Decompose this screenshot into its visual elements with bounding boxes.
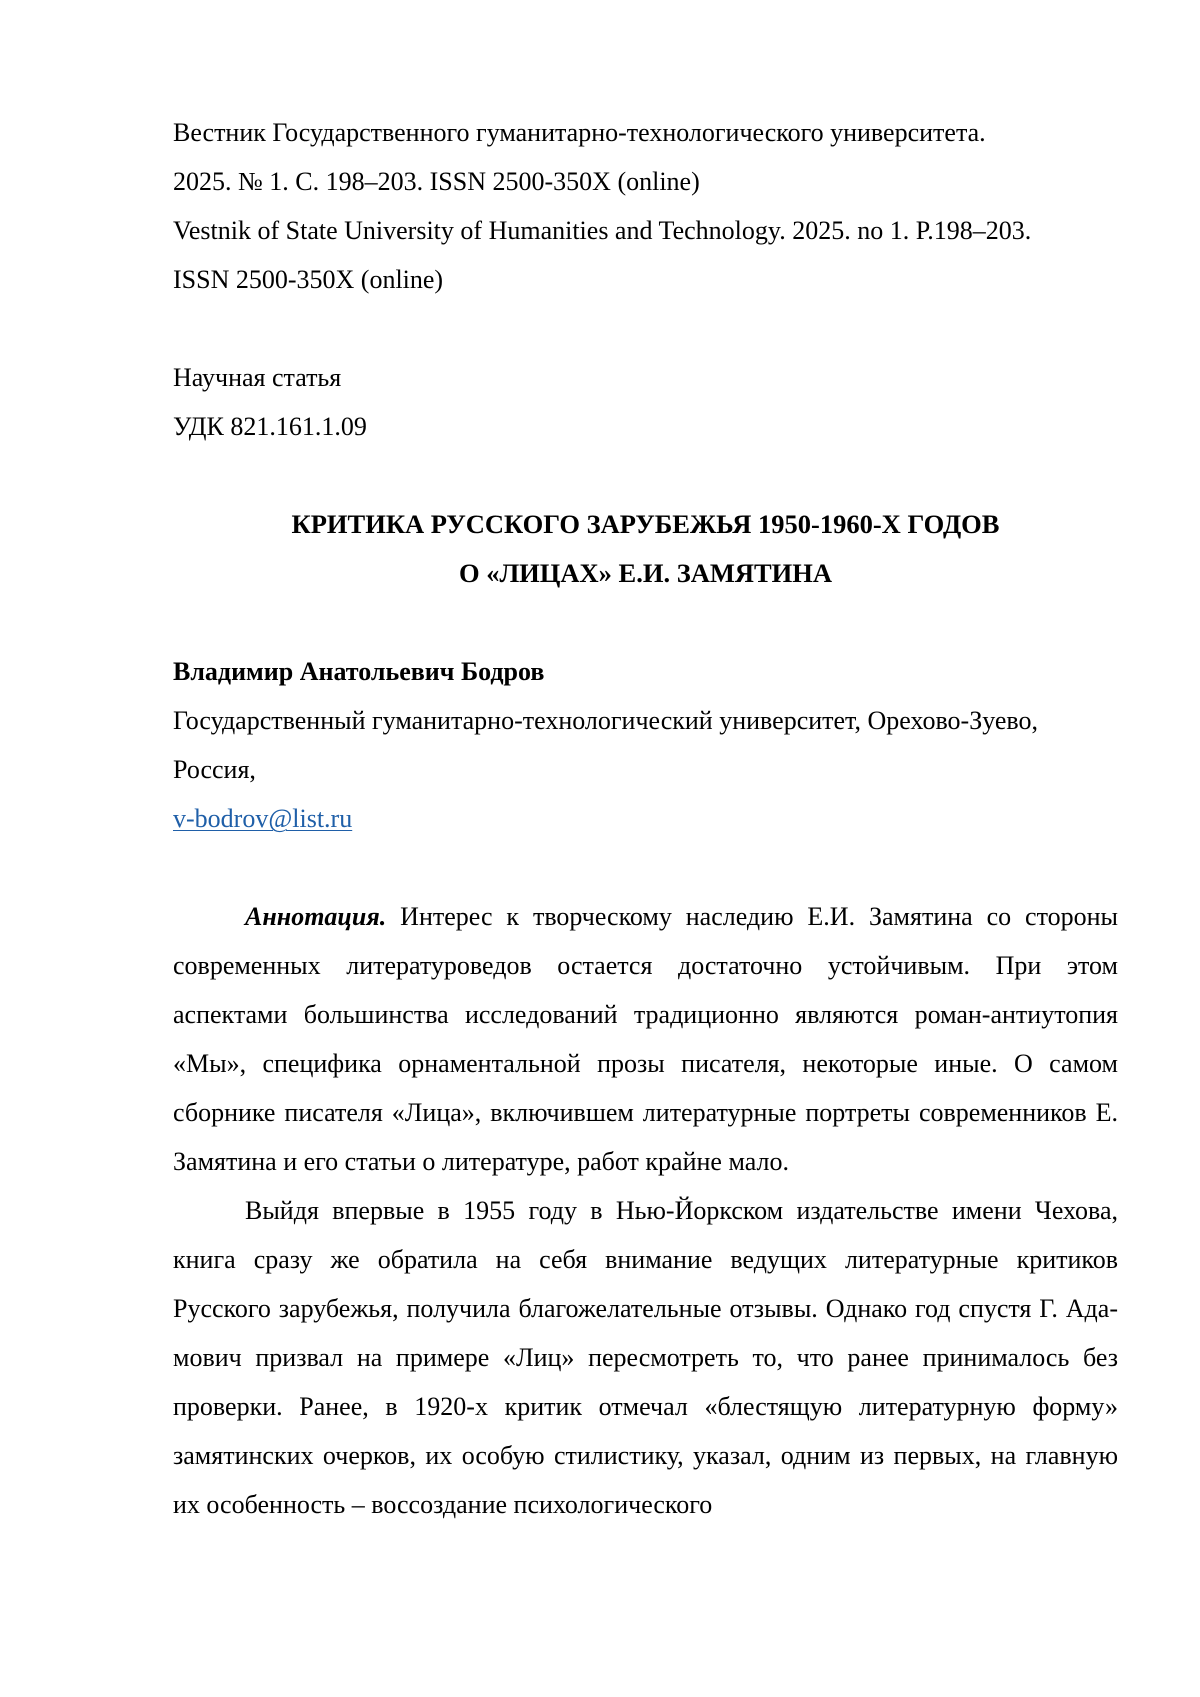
spacer (173, 843, 1118, 892)
citation-russian-line-2: 2025. № 1. С. 198–203. ISSN 2500-350X (online) (173, 167, 700, 196)
spacer (173, 598, 1118, 647)
abstract-paragraph-1 (173, 892, 1118, 1186)
article-title-line-1: КРИТИКА РУССКОГО ЗАРУБЕЖЬЯ 1950-1960-Х ГОДОВ (291, 509, 1000, 539)
spacer (173, 304, 1118, 353)
abstract-block (173, 892, 1118, 1529)
abstract-label: Аннотация. (245, 902, 387, 931)
author-email-link[interactable]: v-bodrov@list.ru (173, 804, 353, 833)
author-name: Владимир Анатольевич Бодров (173, 657, 545, 686)
article-title-line-2: О «ЛИЦАХ» Е.И. ЗАМЯТИНА (458, 558, 833, 588)
abstract-text-1: Интерес к творческому наследию Е.И. Замятина со стороны современных литературоведов остается достаточно устойчивым. При этом аспектами большинства исследований традиционно являются роман-антиутопия «Мы», специфика орнаментальной прозы писателя, некоторые иные. О самом сборнике писателя «Лица», включившем литературные портреты современников Е. Замятина и его статьи о литературе, работ крайне мало. (173, 902, 1119, 1176)
author-affiliation: Государственный гуманитарно-технологический университет, Орехово-Зуево, Россия, (173, 706, 1039, 784)
citation-english-line-1: Vestnik of State University of Humanities and Technology. 2025. no 1. P.198–203. (173, 216, 1032, 245)
article-type: Научная статья (173, 363, 342, 392)
citation-english-line-2: ISSN 2500-350X (online) (173, 265, 444, 294)
author-block (173, 647, 1118, 843)
abstract-paragraph-2: Выйдя впервые в 1955 году в Нью-Йоркском издательстве имени Чехова, книга сразу же обратила на себя внимание ведущих литературные критиков Русского зарубежья, получила благожелательные отзывы. Однако год спустя Г. Ада-мович призвал на примере «Лиц» пересмотреть то, что ранее принималось без проверки. Ранее, в 1920-х критик отмечал «блестящую литературную форму» замятинских очерков, их особую стилистику, указал, одним из первых, на главную их особенность – воссоздание психологического (173, 1196, 1118, 1519)
citation-block (173, 108, 1118, 304)
document-page (173, 108, 1118, 1529)
citation-russian-line-1: Вестник Государственного гуманитарно-технологического университета. (173, 118, 986, 147)
article-title (173, 500, 1118, 598)
udc-code: УДК 821.161.1.09 (173, 412, 367, 441)
